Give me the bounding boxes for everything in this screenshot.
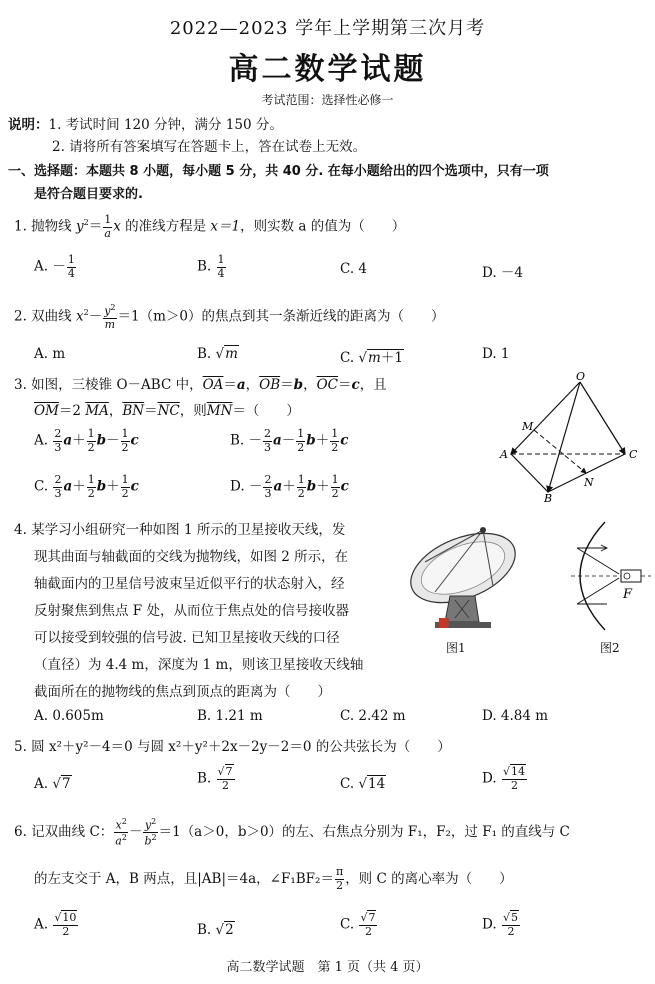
q2-suffix: （m＞0）的焦点到其一条渐近线的距离为（ ） bbox=[139, 308, 445, 325]
q4-option-a[interactable]: A. 0.605m bbox=[34, 708, 104, 724]
q5-option-a[interactable]: A. √7 bbox=[34, 776, 71, 792]
q5-option-d[interactable]: D. $\frac{√14}{2}$ bbox=[482, 765, 525, 792]
page-title: 高二数学试题 bbox=[228, 52, 427, 87]
figure-2-caption: 图2 bbox=[600, 641, 620, 655]
question-3-line-2: $\overline{OM}=2$ $\overline{MA}$，$\overline{BN}=\overline{NC}$，则$\overline{MN}=$（ ） bbox=[34, 403, 300, 419]
section-heading: 一、选择题：本题共 8 小题，每小题 5 分，共 40 分. 在每小题给出的四个选项中，只有一项 bbox=[8, 164, 549, 179]
label-O: O bbox=[576, 370, 586, 383]
question-2: 2. 双曲线 $x^2-$ $\frac{y^2}{m}$ ＝1（m＞0）的焦点到其一条渐近线的距离为（ ） bbox=[14, 302, 445, 331]
exam-term: 2022—2023 学年上学期第三次月考 bbox=[169, 18, 486, 39]
q1-option-b[interactable]: B. $\frac{1}{4}$ bbox=[197, 253, 225, 280]
q2-option-d[interactable]: D. 1 bbox=[482, 346, 510, 362]
q1-option-c[interactable]: C. 4 bbox=[340, 261, 368, 277]
q1-option-a[interactable]: A. － $\frac{1}{4}$ bbox=[34, 253, 75, 280]
q6-option-a[interactable]: A. $\frac{√10}{2}$ bbox=[34, 911, 77, 938]
question-1: 1. 抛物线 $y^2=$ $\frac{1}{a}$ x 的准线方程是 x＝1，则实数 a 的值为（ ） bbox=[14, 212, 406, 240]
q1-option-d[interactable]: D. －4 bbox=[482, 265, 524, 281]
label-B: B bbox=[544, 492, 553, 502]
q6-option-b[interactable]: B. √2 bbox=[197, 922, 234, 938]
q5-option-c[interactable]: C. √14 bbox=[340, 776, 386, 792]
q6-option-c[interactable]: C. $\frac{√7}{2}$ bbox=[340, 911, 376, 938]
question-6-line-1: 6. 记双曲线 C： $\frac{x^2}{a^2}$ － $\frac{y^2}{b^2}$ ＝1（a＞0，b＞0）的左、右焦点分别为 F₁，F₂，过 F₁ 的直线与 C bbox=[14, 816, 570, 848]
q4-option-c[interactable]: C. 2.42 m bbox=[340, 708, 406, 724]
parabola-cross-section bbox=[565, 518, 653, 633]
q4-line-5: 可以接受到较强的信号波. 已知卫星接收天线的口径 bbox=[34, 630, 340, 646]
q4-line-7: 截面所在的抛物线的焦点到顶点的距离为（ ） bbox=[34, 684, 331, 700]
q4-line-3: 轴截面内的卫星信号波束呈近似平行的状态射入，经 bbox=[34, 576, 345, 592]
q3-option-d[interactable]: D. － $\frac{2}{3}$ a＋ $\frac{1}{2}$ b＋ $\frac{1}{2}$ c bbox=[230, 473, 349, 500]
q1-mid: 的准线方程是 bbox=[120, 218, 211, 235]
q1-prefix: 1. 抛物线 bbox=[14, 218, 76, 235]
q1-cond: x＝1 bbox=[210, 218, 241, 235]
q4-line-2: 现其曲面与轴截面的交线为抛物线，如图 2 所示，在 bbox=[34, 549, 349, 565]
q1-suffix: ，则实数 a 的值为（ ） bbox=[240, 218, 406, 235]
q2-option-a[interactable]: A. m bbox=[34, 346, 66, 362]
label-C: C bbox=[629, 448, 638, 461]
notes-label: 说明： bbox=[8, 117, 49, 133]
q2-prefix: 2. 双曲线 bbox=[14, 308, 76, 325]
q4-line-4: 反射聚焦到焦点 F 处，从而位于焦点处的信号接收器 bbox=[34, 603, 349, 619]
q5-option-b[interactable]: B. $\frac{√7}{2}$ bbox=[197, 765, 233, 792]
note-2: 2. 请将所有答案填写在答题卡上，答在试卷上无效。 bbox=[52, 139, 367, 155]
page-footer: 高二数学试题 第 1 页（共 4 页） bbox=[226, 960, 429, 975]
q3-option-a[interactable]: A. $\frac{2}{3}$ a＋ $\frac{1}{2}$ b－ $\frac{1}{2}$ c bbox=[34, 427, 139, 454]
label-A: A bbox=[500, 448, 508, 461]
question-3-line-1: 3. 如图，三棱锥 O－ABC 中，$\overline{OA}=a$，$\overline{OB}=b$，$\overline{OC}=c$，且 bbox=[14, 377, 387, 393]
exam-scope: 考试范围：选择性必修一 bbox=[261, 93, 394, 107]
label-M: M bbox=[522, 420, 534, 433]
pyramid-figure bbox=[495, 370, 645, 502]
q4-option-d[interactable]: D. 4.84 m bbox=[482, 708, 549, 724]
notes bbox=[8, 113, 283, 133]
q4-option-b[interactable]: B. 1.21 m bbox=[197, 708, 263, 724]
label-N: N bbox=[584, 476, 594, 489]
satellite-dish-image bbox=[405, 522, 535, 634]
focus-label-F: F bbox=[623, 587, 633, 602]
q2-option-b[interactable]: B. √m bbox=[197, 346, 238, 362]
q3-option-c[interactable]: C. $\frac{2}{3}$ a＋ $\frac{1}{2}$ b＋ $\frac{1}{2}$ c bbox=[34, 473, 139, 500]
q4-line-1: 4. 某学习小组研究一种如图 1 所示的卫星接收天线，发 bbox=[14, 522, 346, 538]
q6-option-d[interactable]: D. $\frac{√5}{2}$ bbox=[482, 911, 518, 938]
section-heading-2: 是符合题目要求的. bbox=[34, 187, 143, 202]
question-5: 5. 圆 x²＋y²－4＝0 与圆 x²＋y²＋2x－2y－2＝0 的公共弦长为（ ） bbox=[14, 739, 451, 755]
q3-option-b[interactable]: B. － $\frac{2}{3}$ a－ $\frac{1}{2}$ b＋ $\frac{1}{2}$ c bbox=[230, 427, 349, 454]
note-1: 1. 考试时间 120 分钟，满分 150 分。 bbox=[48, 117, 283, 133]
q2-option-c[interactable]: C. √m＋1 bbox=[340, 350, 403, 366]
q4-line-6: （直径）为 4.4 m，深度为 1 m，则该卫星接收天线轴 bbox=[34, 657, 364, 673]
question-6-line-2: 的左支交于 A，B 两点，且|AB|＝4a，∠F₁BF₂＝ $\frac{\pi}{2}$ ，则 C 的离心率为（ ） bbox=[34, 865, 513, 892]
figure-1-caption: 图1 bbox=[446, 641, 466, 655]
